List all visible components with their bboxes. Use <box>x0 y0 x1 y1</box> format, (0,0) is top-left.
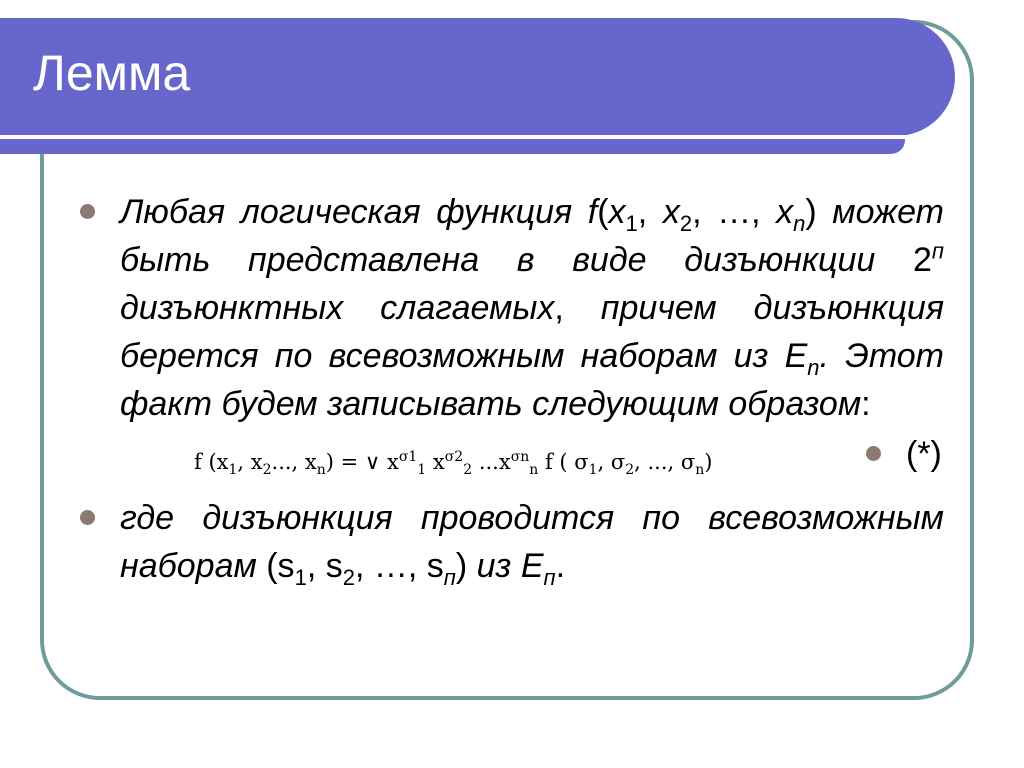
tuple-open: (s <box>266 547 295 585</box>
formula-index: 2 <box>463 462 473 479</box>
set-E-index: п <box>543 564 556 590</box>
separator: , …, <box>692 193 777 231</box>
formula-index: n <box>695 462 705 479</box>
set-E: E <box>520 547 544 585</box>
slide-title: Лемма <box>33 45 191 101</box>
formula-part: , σ <box>597 450 626 474</box>
var-xn-index: n <box>793 210 806 236</box>
formula-index: 1 <box>588 462 598 479</box>
lemma-text-part: . Этот факт будем записывать следующим образом <box>120 337 944 423</box>
formula-part: f (x <box>194 450 229 474</box>
formula-index: n <box>529 462 539 479</box>
separator: , …, s <box>354 547 444 585</box>
comma: , <box>554 289 564 327</box>
formula-part: ..., x <box>271 450 317 474</box>
lemma-text-part: причем дизъюнкция берется по всевозможным наборам из <box>120 289 944 375</box>
var-x1-index: 1 <box>625 210 638 236</box>
paren-close: ) <box>805 193 817 231</box>
formula-row <box>80 430 944 486</box>
power-base: 2 <box>912 241 932 279</box>
bullet-item-star <box>866 430 942 478</box>
formula-image <box>194 438 712 486</box>
var-xn: x <box>776 193 794 231</box>
lemma-text <box>120 188 944 428</box>
formula-part: f ( σ <box>538 450 589 474</box>
where-text-part: где дизъюнкция проводится по всевозможным наборам <box>120 499 944 585</box>
formula-index: 2 <box>625 462 635 479</box>
colon: : <box>861 385 871 423</box>
bullet-item-where <box>80 494 944 590</box>
formula-index: 2 <box>262 462 272 479</box>
formula-part: ) = ∨ x <box>325 450 399 474</box>
separator: , <box>637 193 663 231</box>
title-divider <box>0 135 905 139</box>
lemma-text-part: дизъюнктных слагаемых <box>120 289 555 327</box>
var-x1: x <box>608 193 626 231</box>
where-text <box>120 494 944 590</box>
formula-part: , ..., σ <box>634 450 696 474</box>
slide-content <box>80 188 944 590</box>
set-E: E <box>784 337 808 375</box>
bullet-icon <box>80 204 95 219</box>
formula-index: 1 <box>228 462 238 479</box>
formula-index: n <box>316 462 326 479</box>
formula-index: 1 <box>417 462 427 479</box>
tuple-index: 2 <box>342 564 355 590</box>
lemma-text-part: может быть представлена в виде дизъюнкции <box>120 193 944 279</box>
paren-open: ( <box>597 193 609 231</box>
bullet-icon <box>866 446 881 461</box>
tuple-index: 1 <box>294 564 307 590</box>
formula-part: x <box>426 450 445 474</box>
var-x2-index: 2 <box>679 210 693 236</box>
formula-part: ) <box>704 450 713 474</box>
tuple-close: ) <box>455 547 468 585</box>
lemma-text-part: Любая логическая функция <box>120 193 588 231</box>
separator: , s <box>306 547 343 585</box>
formula-part: , x <box>237 450 263 474</box>
bullet-item-lemma <box>80 188 944 428</box>
formula-part: ...x <box>472 450 511 474</box>
where-text-part: из <box>467 547 521 585</box>
formula-exponent: σ2 <box>444 449 464 465</box>
tuple-index: п <box>443 564 456 590</box>
formula-exponent: σ1 <box>398 449 418 465</box>
period: . <box>555 547 566 585</box>
formula-exponent: σn <box>510 449 530 465</box>
function-name: f <box>587 193 598 231</box>
set-E-index: n <box>807 354 820 380</box>
bullet-icon <box>80 510 95 525</box>
formula-label: (*) <box>906 435 942 473</box>
power-exponent: п <box>931 238 944 264</box>
var-x2: x <box>662 193 680 231</box>
